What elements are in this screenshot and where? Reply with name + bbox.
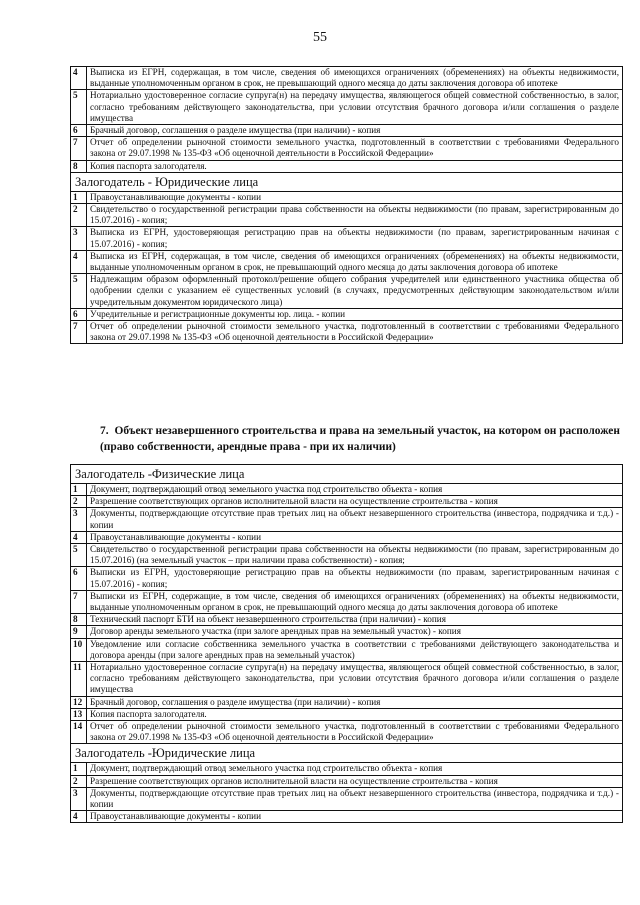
table-row [71,708,623,720]
row-number: 13 [71,708,87,720]
row-text: Правоустанавливающие документы - копии [87,811,623,823]
row-text: Выписка из ЕГРН, содержащая, в том числе, сведения об имеющихся ограничениях (обременениях) на объекты недвижимости, выданные уполномоченным органом в срок, не превышающий одного месяца до даты заключения договора об ипотеке [87,250,623,273]
legal-entities-header: Залогодатель -Юридические лица [71,744,623,763]
row-text: Правоустанавливающие документы - копии [87,191,623,203]
row-number: 11 [71,662,87,697]
row-text: Копия паспорта залогодателя. [87,708,623,720]
section-number: 7. [100,425,109,437]
table-row [71,638,623,661]
section-header-row [71,172,623,191]
row-text: Выписки из ЕГРН, удостоверяющие регистрацию прав на объекты недвижимости (по правам, зарегистрированным начиная с 15.07.2016) - копия; [87,567,623,590]
table-row [71,160,623,172]
row-number: 2 [71,496,87,508]
row-number: 2 [71,775,87,787]
row-number: 4 [71,67,87,90]
row-text: Договор аренды земельного участка (при залоге арендных прав на земельный участок) - копия [87,626,623,638]
table-row [71,787,623,810]
table2-rows-legal [71,763,623,823]
row-text: Свидетельство о государственной регистрации права собственности на объекты недвижимости (по правам, зарегистрированным до 15.07.2016) (на земельный участок – при наличии права собственности) - копия; [87,544,623,567]
table-row [71,811,623,823]
row-text: Выписка из ЕГРН, удостоверяющая регистрацию прав на объекты недвижимости (по правам, зарегистрированным начиная с 15.07.2016) - копия; [87,227,623,250]
row-text: Документ, подтверждающий отвод земельного участка под строительство объекта - копия [87,763,623,775]
table-row [71,696,623,708]
row-number: 8 [71,614,87,626]
row-text: Документ, подтверждающий отвод земельного участка под строительство объекта - копия [87,484,623,496]
row-text: Нотариально удостоверенное согласие супруга(н) на передачу имущества, являющегося общей совместной собственностью, в залог, согласно требованиям действующего законодательства, при условии отсутствия брачного договора и/или соглашения о разделе имущества [87,90,623,125]
table-row [71,191,623,203]
table1-rows-top [71,67,623,173]
table-row [71,567,623,590]
row-number: 5 [71,90,87,125]
section-header-row [71,465,623,484]
row-number: 9 [71,626,87,638]
table-row [71,763,623,775]
table-row [71,626,623,638]
row-number: 4 [71,811,87,823]
table-row [71,321,623,344]
documents-table-part2 [70,464,623,823]
row-text: Правоустанавливающие документы - копии [87,531,623,543]
row-text: Отчет об определении рыночной стоимости земельного участка, подготовленный в соответствии с требованиями Федерального закона от 29.07.1998 № 135-ФЗ «Об оценочной деятельности в Российской Федерации» [87,137,623,160]
row-text: Выписка из ЕГРН, содержащая, в том числе, сведения об имеющихся ограничениях (обременениях) на объекты недвижимости, выданные уполномоченным органом в срок, не превышающий одного месяца до даты заключения договора об ипотеке [87,67,623,90]
row-number: 6 [71,567,87,590]
row-text: Брачный договор, соглашения о разделе имущества (при наличии) - копия [87,125,623,137]
row-number: 1 [71,763,87,775]
table-row [71,274,623,309]
row-number: 4 [71,531,87,543]
table-row [71,484,623,496]
table-row [71,544,623,567]
row-number: 6 [71,308,87,320]
row-text: Документы, подтверждающие отсутствие прав третьих лиц на объект незавершенного строительства (инвестора, подрядчика и т.д.) - копии [87,508,623,531]
row-text: Отчет об определении рыночной стоимости земельного участка, подготовленный в соответствии с требованиями Федерального закона от 29.07.1998 № 135-ФЗ «Об оценочной деятельности в Российской Федерации» [87,321,623,344]
table1-rows-legal [71,191,623,344]
table-row [71,90,623,125]
row-text: Надлежащим образом оформленный протокол/решение общего собрания учредителей или единственного участника общества об одобрении сделки с указанием её существенных условий (в случаях, предусмотренных действующим законодательством и/или учредительным документом юридического лица) [87,274,623,309]
row-text: Документы, подтверждающие отсутствие прав третьих лиц на объект незавершенного строительства (инвестора, подрядчика и т.д.) - копии [87,787,623,810]
table-row [71,125,623,137]
row-number: 3 [71,227,87,250]
row-number: 1 [71,191,87,203]
table-row [71,775,623,787]
legal-entities-header: Залогодатель - Юридические лица [71,172,623,191]
row-number: 5 [71,274,87,309]
section-title: Объект незавершенного строительства и права на земельный участок, на котором он расположен (право собственности, арендные права - при их наличии) [100,425,620,453]
row-number: 1 [71,484,87,496]
row-text: Учредительные и регистрационные документы юр. лица. - копии [87,308,623,320]
row-number: 6 [71,125,87,137]
row-text: Копия паспорта залогодателя. [87,160,623,172]
row-number: 7 [71,321,87,344]
physical-persons-header: Залогодатель -Физические лица [71,465,623,484]
table-row [71,227,623,250]
table-row [71,662,623,697]
table-row [71,531,623,543]
table-row [71,721,623,744]
row-text: Брачный договор, соглашения о разделе имущества (при наличии) - копия [87,696,623,708]
row-text: Технический паспорт БТИ на объект незавершенного строительства (при наличии) - копия [87,614,623,626]
row-number: 2 [71,204,87,227]
row-number: 3 [71,508,87,531]
table-row [71,67,623,90]
row-number: 7 [71,137,87,160]
row-text: Свидетельство о государственной регистрации права собственности на объекты недвижимости (по правам, зарегистрированным до 15.07.2016) - копия; [87,204,623,227]
row-text: Нотариально удостоверенное согласие супруга(н) на передачу имущества, являющегося общей совместной собственностью, в залог, согласно требованиям действующего законодательства, при условии отсутствия брачного договора и/или соглашения о разделе имущества [87,662,623,697]
row-text: Разрешение соответствующих органов исполнительной власти на осуществление строительства - копия [87,775,623,787]
table-row [71,508,623,531]
row-number: 7 [71,590,87,613]
row-text: Уведомление или согласие собственника земельного участка в соответствии с требованиями действующего законодательства и договора аренды (при залоге арендных прав на земельный участок) [87,638,623,661]
row-text: Разрешение соответствующих органов исполнительной власти на осуществление строительства - копия [87,496,623,508]
table-row [71,204,623,227]
row-number: 8 [71,160,87,172]
table-row [71,137,623,160]
page-number: 55 [313,30,327,45]
row-text: Выписки из ЕГРН, содержащие, в том числе, сведения об имеющихся ограничениях (обременениях) на объекты недвижимости, выданные уполномоченным органом в срок, не превышающий одного месяца до даты заключения договора об ипотеке [87,590,623,613]
section-heading [100,423,620,455]
table-row [71,250,623,273]
row-number: 12 [71,696,87,708]
row-number: 4 [71,250,87,273]
table-row [71,496,623,508]
table-row [71,590,623,613]
table2-rows-physical [71,484,623,744]
row-text: Отчет об определении рыночной стоимости земельного участка, подготовленный в соответствии с требованиями Федерального закона от 29.07.1998 № 135-ФЗ «Об оценочной деятельности в Российской Федерации» [87,721,623,744]
table-row [71,614,623,626]
section-header-row [71,744,623,763]
row-number: 10 [71,638,87,661]
row-number: 3 [71,787,87,810]
documents-table-part1 [70,66,623,344]
table-row [71,308,623,320]
row-number: 14 [71,721,87,744]
row-number: 5 [71,544,87,567]
